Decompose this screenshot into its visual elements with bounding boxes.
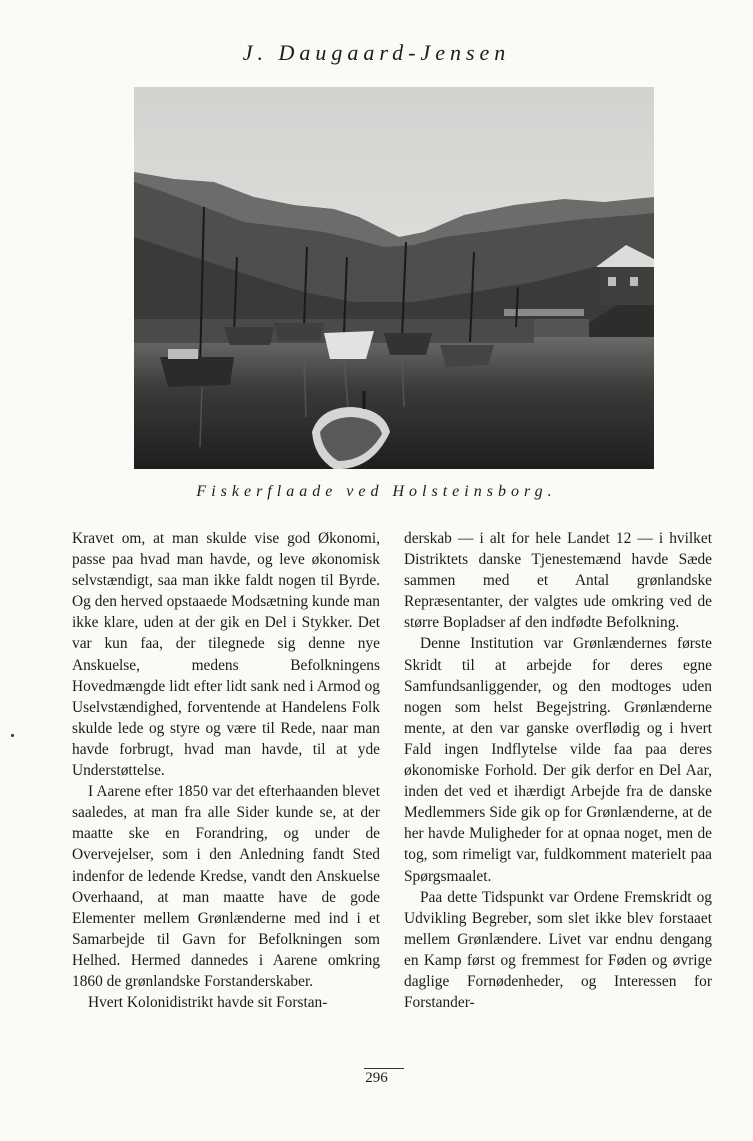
figure-caption: Fiskerflaade ved Holsteinsborg. (196, 483, 557, 500)
running-header: J. Daugaard-Jensen (242, 40, 511, 65)
margin-mark (11, 734, 14, 737)
right-text-column (404, 528, 712, 1013)
harbor-photograph (134, 87, 654, 469)
paragraph: derskab — i alt for hele Landet 12 — i hvilket Distriktets danske Tjenestemænd havde Sæde sammen med et Antal grønlandske Repræsentanter, der valgtes ude omkring ved de større Bopladser af den indfødte Befolkning. (404, 530, 712, 632)
paragraph: I Aarene efter 1850 var det efterhaanden blevet saaledes, at man fra alle Sider kunde se, at der maatte ske en Forandring, og under de Overvejelser, som i den Anledning fandt Sted indenfor de ledende Kredse, vandt den Anskuelse Overhaand, at man maatte have de gode Elementer mellem Grønlænderne med ind i et Samarbejde til Gavn for Befolkningen som Helhed. Hermed dannedes i Aarene omkring 1860 de grønlandske Forstanderskaber. (72, 783, 380, 990)
paragraph: Kravet om, at man skulde vise god Økonomi, passe paa hvad man havde, og leve økonomisk selvstændigt, saa man ikke faldt nogen til Byrde. Og den herved opstaaede Modsætning kunde man ikke klare, uden at der gik en Del i Stykker. Det var kun faa, der tilegnede sig denne nye Anskuelse, medens Befolkningens Hovedmængde lidt efter lidt sank ned i Armod og Uselvstændighed, forventende at Handelens Folk skulde lede og styre og være til Rede, naar man havde forbrugt, hvad man havde, til at yde Understøttelse. (72, 530, 380, 780)
paragraph: Hvert Kolonidistrikt havde sit Forstan- (88, 994, 328, 1012)
harbor-photo-image (134, 87, 654, 469)
folio-rule (364, 1068, 404, 1069)
page-number: 296 (365, 1070, 388, 1086)
paragraph: Paa dette Tidspunkt var Ordene Fremskridt og Udvikling Begreber, som slet ikke blev forstaaet mellem Grønlændere. Livet var endnu dengang en Kamp først og fremmest for Føden og øvrige daglige Fornødenheder, og Interessen for Forstander- (404, 888, 712, 1012)
left-text-column (72, 528, 380, 1013)
paragraph: Denne Institution var Grønlændernes første Skridt til at arbejde for deres egne Samfundsanliggender, og den modtoges uden nogen som helst Begejstring. Grønlænderne mente, at den var ganske overflødig og i hvert Fald ingen Indflytelse vilde faa paa deres økonomiske Forhold. Der gik derfor en Del Aar, inden det ved et ihærdigt Arbejde fra de danske Medlemmers Side gik op for Grønlænderne, at de her havde Muligheder for at opnaa noget, men de tog, som rimeligt var, fuldkomment materielt paa Spørgsmaalet. (404, 635, 712, 885)
